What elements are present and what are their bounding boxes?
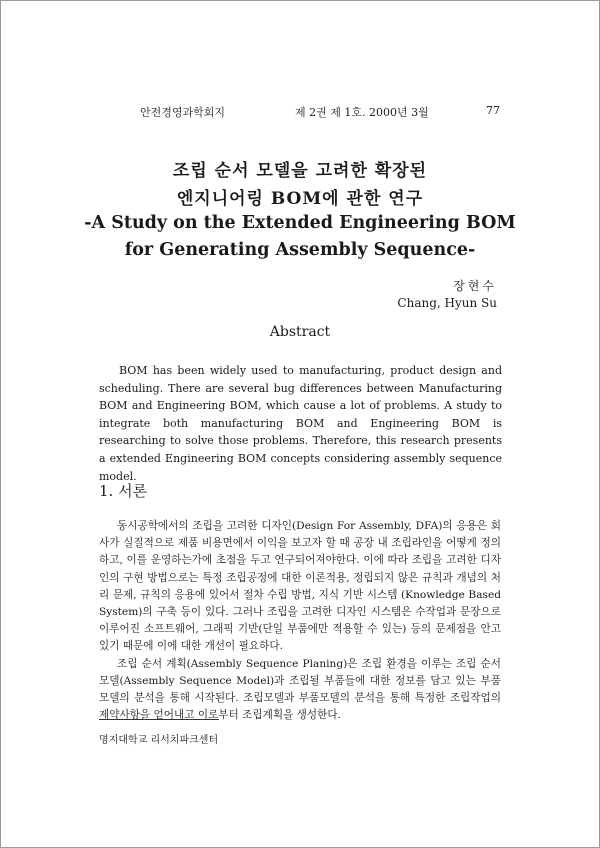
journal-name: 안전경영과학회지 [140,106,226,119]
korean-title-line-1: 조립 순서 모델을 고려한 확장된 [172,161,428,181]
english-title-line-2: for Generating Assembly Sequence- [124,240,476,260]
section-body [99,518,501,724]
english-title [0,210,600,264]
english-title-line-1: -A Study on the Extended Engineering BOM [84,213,516,233]
footnote-affiliation: 명지대학교 리서치파크센터 [99,735,219,746]
body-paragraph-2: 조립 순서 계획(Assembly Sequence Planing)은 조립 환경을 이루는 조립 순서 모델(Assembly Sequence Model)과 조립될 부품들에 대한 정보를 담고 있는 부품 모델의 분석을 통해 시작된다. 조립모델과 부품모델의 분석을 통해 특정한 조립작업의 제약사항을 얻어내고 이로부터 조립계획을 생성한다. [99,657,501,722]
issue-info: 제 2권 제 1호. 2000년 3월 [295,106,429,119]
footnote-divider [99,719,219,720]
korean-title [0,157,600,213]
author-korean: 장현수 [453,279,497,293]
author-english: Chang, Hyun Su [397,296,497,310]
abstract-heading: Abstract [269,324,331,340]
abstract-text: BOM has been widely used to manufacturing, product design and scheduling. There are several bug differences between Manufacturing BOM and Engineering BOM, which cause a lot of problems. A study to integrate both manufacturing BOM and Engineering BOM is researching to solve those problems. Therefore, this research presents a extended Engineering BOM concepts considering assembly sequence model. [99,364,502,483]
korean-title-line-2: 엔지니어링 BOM에 관한 연구 [176,189,424,209]
running-header [140,104,500,120]
section-heading: 1. 서론 [99,482,148,500]
body-paragraph-1: 동시공학에서의 조립을 고려한 디자인(Design For Assembly, DFA)의 응용은 회사가 실질적으로 제품 비용면에서 이익을 보고자 할 때 공장 내 조립라인을 어떻게 정의하고, 이를 운영하는가에 초점을 두고 연구되어져야한다. 이에 따라 조립을 고려한 디자인의 구현 방법으로는 특정 조립공정에 대한 이론적용, 정립되지 않은 규칙과 개념의 처리 문제, 규칙의 응용에 있어서 절차 수립 방법, 지식 기반 시스템 (Knowledge Based System)의 구축 등이 있다. 그러나 조립을 고려한 디자인 시스템은 수작업과 문장으로 이루어진 소프트웨어, 그래픽 기반(단일 부품에만 적용할 수 있는) 등의 문제점을 안고 있기 때문에 이에 대한 개선이 필요하다. [99,520,501,653]
page-number: 77 [486,104,500,117]
